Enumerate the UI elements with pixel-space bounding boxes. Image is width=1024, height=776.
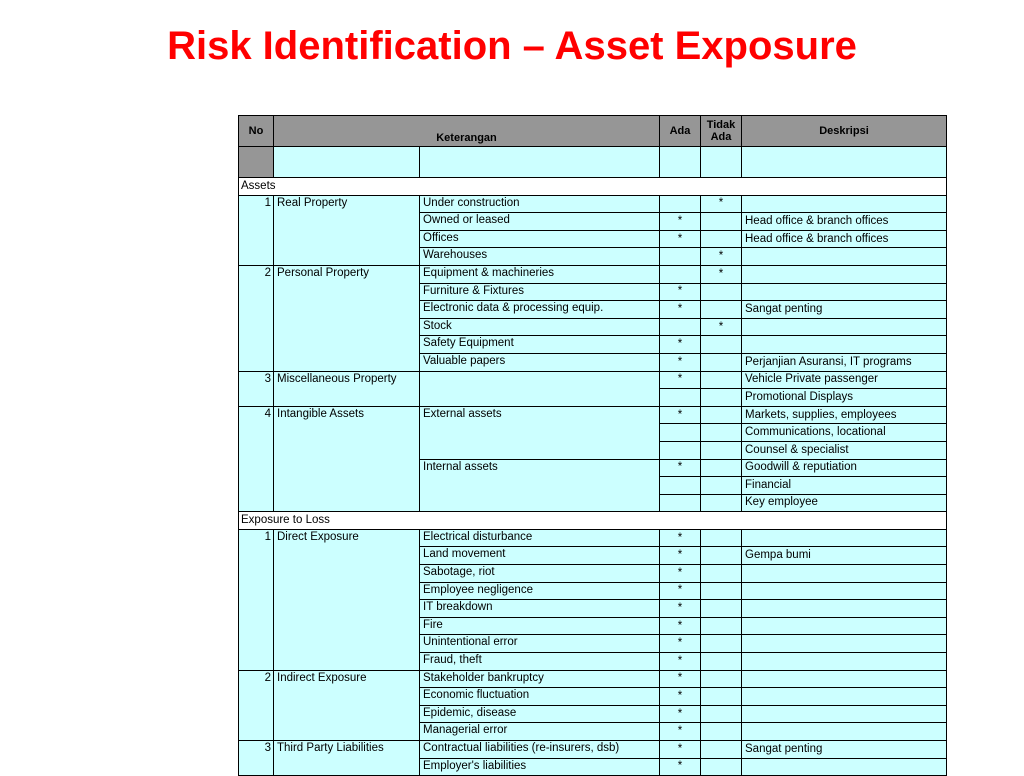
description: Sangat penting [742,301,947,319]
description [742,318,947,336]
blank-cell [274,147,420,178]
item-label: Electrical disturbance [420,529,660,547]
tidak-ada-mark [701,670,742,688]
header-deskripsi: Deskripsi [742,116,947,147]
ada-mark: * [660,406,701,424]
tidak-ada-mark [701,600,742,618]
item-label: Land movement [420,547,660,565]
ada-mark [660,389,701,407]
description [742,195,947,213]
tidak-ada-mark [701,371,742,389]
item-label: Under construction [420,195,660,213]
row-number: 3 [239,741,274,776]
item-label: Managerial error [420,723,660,741]
blank-cell [742,147,947,178]
item-label: Valuable papers [420,353,660,371]
description [742,653,947,671]
ada-mark [660,424,701,442]
page-title: Risk Identification – Asset Exposure [167,24,857,68]
category-label: Third Party Liabilities [274,741,420,776]
item-label: Owned or leased [420,213,660,231]
tidak-ada-mark [701,582,742,600]
ada-mark: * [660,213,701,231]
tidak-ada-mark: * [701,265,742,283]
item-label: Contractual liabilities (re-insurers, dsb) [420,741,660,759]
section-row [239,178,947,196]
description: Sangat penting [742,741,947,759]
header-keterangan: Keterangan [274,116,660,147]
description: Counsel & specialist [742,441,947,459]
row-number: 1 [239,529,274,670]
table-row [239,406,947,424]
item-label: Safety Equipment [420,336,660,354]
description: Goodwill & reputiation [742,459,947,477]
description [742,705,947,723]
item-label: Fire [420,617,660,635]
description [742,582,947,600]
ada-mark: * [660,723,701,741]
row-number: 3 [239,371,274,406]
description: Promotional Displays [742,389,947,407]
item-label: Sabotage, riot [420,565,660,583]
tidak-ada-mark [701,389,742,407]
category-label: Intangible Assets [274,406,420,512]
header-ada: Ada [660,116,701,147]
tidak-ada-mark [701,653,742,671]
description: Vehicle Private passenger [742,371,947,389]
ada-mark [660,248,701,266]
ada-mark: * [660,565,701,583]
item-label: Internal assets [420,459,660,512]
category-label: Indirect Exposure [274,670,420,740]
item-label: Fraud, theft [420,653,660,671]
description [742,248,947,266]
ada-mark: * [660,617,701,635]
description [742,688,947,706]
table-row [239,741,947,759]
description [742,565,947,583]
item-label: Epidemic, disease [420,705,660,723]
ada-mark: * [660,230,701,248]
row-number: 1 [239,195,274,265]
item-label: Stakeholder bankruptcy [420,670,660,688]
ada-mark: * [660,582,701,600]
table-row [239,371,947,389]
category-label: Real Property [274,195,420,265]
blank-row [239,147,947,178]
section-label: Exposure to Loss [239,512,947,530]
tidak-ada-mark [701,705,742,723]
description [742,283,947,301]
item-label: Economic fluctuation [420,688,660,706]
row-number: 2 [239,265,274,371]
description: Head office & branch offices [742,213,947,231]
table-row [239,529,947,547]
blank-cell [660,147,701,178]
tidak-ada-mark: * [701,248,742,266]
description: Gempa bumi [742,547,947,565]
ada-mark: * [660,635,701,653]
ada-mark [660,195,701,213]
item-label: Warehouses [420,248,660,266]
tidak-ada-mark [701,565,742,583]
item-label: Stock [420,318,660,336]
tidak-ada-mark [701,723,742,741]
row-number: 2 [239,670,274,740]
tidak-ada-mark [701,459,742,477]
description: Perjanjian Asuransi, IT programs [742,353,947,371]
section-label: Assets [239,178,947,196]
description: Markets, supplies, employees [742,406,947,424]
table-row [239,195,947,213]
description: Financial [742,477,947,495]
tidak-ada-mark [701,741,742,759]
item-label: Unintentional error [420,635,660,653]
ada-mark: * [660,670,701,688]
item-label: External assets [420,406,660,459]
description [742,529,947,547]
description [742,670,947,688]
tidak-ada-mark [701,758,742,776]
table-header-row [239,116,947,147]
ada-mark: * [660,459,701,477]
ada-mark: * [660,371,701,389]
tidak-ada-mark [701,529,742,547]
header-tidak-label: Tidak [706,119,736,131]
tidak-ada-mark [701,494,742,512]
tidak-ada-mark [701,301,742,319]
row-number: 4 [239,406,274,512]
ada-mark: * [660,301,701,319]
category-label: Miscellaneous Property [274,371,420,406]
ada-mark: * [660,758,701,776]
item-label: Offices [420,230,660,248]
ada-mark: * [660,705,701,723]
blank-cell [420,147,660,178]
ada-mark [660,477,701,495]
item-label: Electronic data & processing equip. [420,301,660,319]
table-body [239,178,947,776]
description [742,723,947,741]
tidak-ada-mark [701,477,742,495]
tidak-ada-mark [701,617,742,635]
tidak-ada-mark [701,213,742,231]
item-label: Furniture & Fixtures [420,283,660,301]
tidak-ada-mark [701,406,742,424]
item-label [420,371,660,406]
description [742,617,947,635]
item-label: Employee negligence [420,582,660,600]
section-row [239,512,947,530]
category-label: Personal Property [274,265,420,371]
tidak-ada-mark [701,547,742,565]
description [742,336,947,354]
ada-mark [660,318,701,336]
table-row [239,265,947,283]
tidak-ada-mark [701,353,742,371]
ada-mark [660,494,701,512]
description: Communications, locational [742,424,947,442]
item-label: Equipment & machineries [420,265,660,283]
header-tidak-ada [701,116,742,147]
description [742,758,947,776]
ada-mark: * [660,741,701,759]
tidak-ada-mark [701,230,742,248]
ada-mark: * [660,600,701,618]
ada-mark [660,441,701,459]
category-label: Direct Exposure [274,529,420,670]
blank-cell [239,147,274,178]
tidak-ada-mark [701,635,742,653]
tidak-ada-mark [701,688,742,706]
ada-mark: * [660,283,701,301]
tidak-ada-mark [701,336,742,354]
description [742,265,947,283]
ada-mark: * [660,547,701,565]
tidak-ada-mark: * [701,318,742,336]
description [742,635,947,653]
ada-mark: * [660,336,701,354]
item-label: Employer's liabilities [420,758,660,776]
ada-mark: * [660,529,701,547]
header-no: No [239,116,274,147]
item-label: IT breakdown [420,600,660,618]
tidak-ada-mark [701,283,742,301]
tidak-ada-mark [701,424,742,442]
ada-mark: * [660,688,701,706]
ada-mark [660,265,701,283]
ada-mark: * [660,353,701,371]
description: Key employee [742,494,947,512]
header-tidak-ada-label: Ada [710,131,732,143]
description [742,600,947,618]
blank-cell [701,147,742,178]
risk-identification-table [238,115,947,776]
tidak-ada-mark: * [701,195,742,213]
ada-mark: * [660,653,701,671]
tidak-ada-mark [701,441,742,459]
description: Head office & branch offices [742,230,947,248]
table-row [239,670,947,688]
